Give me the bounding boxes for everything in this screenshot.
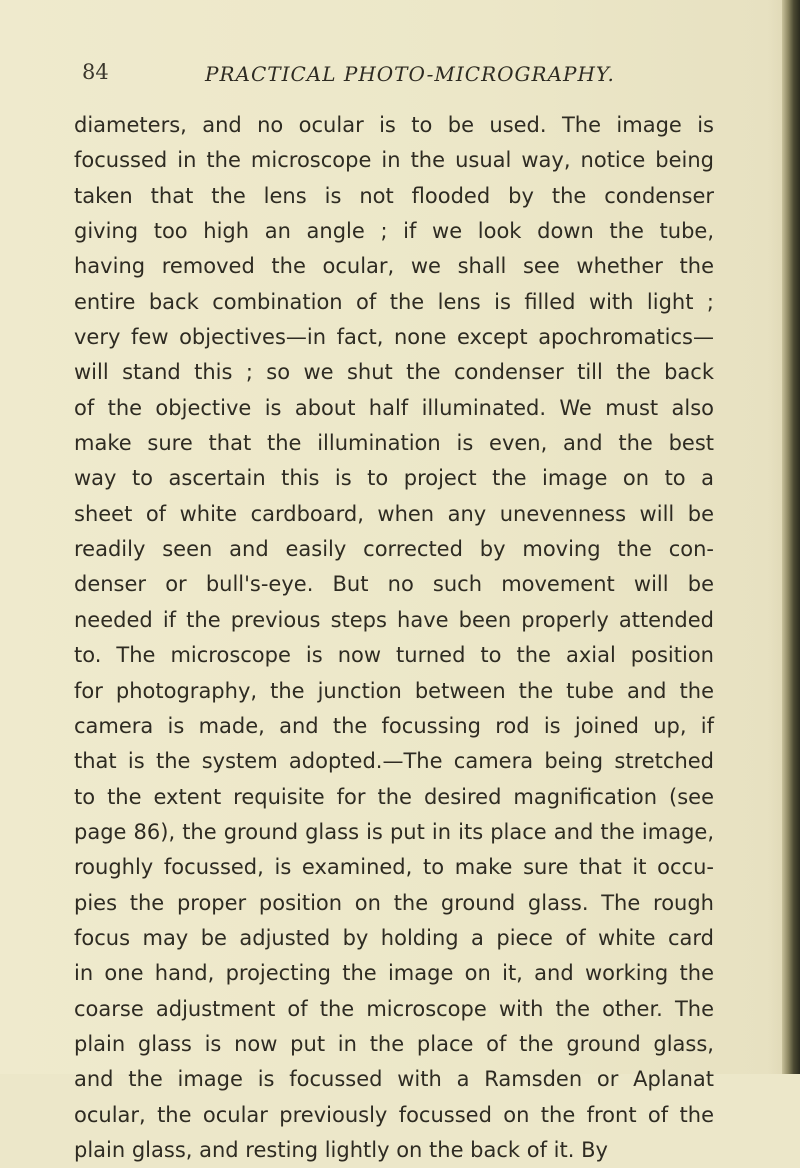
page-number: 84 — [82, 60, 109, 84]
text-line: diameters, and no ocular is to be used. The image is — [74, 113, 714, 137]
text-line: of the objective is about half illuminated. We must also — [74, 395, 714, 420]
text-line: roughly focussed, is examined, to make sure that it occu- — [74, 855, 714, 880]
text-line: focussed in the microscope in the usual way, notice being — [74, 148, 714, 173]
text-line: and the image is focussed with a Ramsden or Aplanat — [74, 1067, 714, 1092]
body-text — [74, 108, 714, 1168]
page-header — [0, 52, 780, 92]
text-line: very few objectives—in fact, none except apochromatics— — [74, 325, 714, 350]
text-line: ocular, the ocular previously focussed on the front of the — [74, 1102, 714, 1127]
text-line: taken that the lens is not flooded by the condenser — [74, 183, 714, 208]
text-line: focus may be adjusted by holding a piece of white card — [74, 925, 714, 950]
text-line: pies the proper position on the ground glass. The rough — [74, 890, 714, 915]
text-line: in one hand, projecting the image on it, and working the — [74, 961, 714, 986]
text-line: make sure that the illumination is even, and the best — [74, 431, 714, 456]
text-line: will stand this ; so we shut the condenser till the back — [74, 360, 714, 385]
text-line: to. The microscope is now turned to the axial position — [74, 643, 714, 668]
text-line: that is the system adopted.—The camera being stretched — [74, 749, 714, 774]
text-line: denser or bull's-eye. But no such movement will be — [74, 572, 714, 597]
text-line: readily seen and easily corrected by moving the con- — [74, 537, 714, 562]
text-line: page 86), the ground glass is put in its place and the image, — [74, 819, 714, 844]
text-line: coarse adjustment of the microscope with the other. The — [74, 996, 714, 1021]
text-line: plain glass, and resting lightly on the back of it. By — [74, 1137, 608, 1162]
running-head: PRACTICAL PHOTO-MICROGRAPHY. — [205, 62, 615, 86]
text-line: way to ascertain this is to project the image on to a — [74, 466, 714, 491]
text-line: giving too high an angle ; if we look down the tube, — [74, 219, 714, 244]
page-binding-edge — [782, 0, 800, 1074]
text-line: to the extent requisite for the desired magnification (see — [74, 784, 714, 809]
text-line: camera is made, and the focussing rod is joined up, if — [74, 713, 714, 738]
text-line: entire back combination of the lens is filled with light ; — [74, 289, 714, 314]
text-line: having removed the ocular, we shall see whether the — [74, 254, 714, 279]
text-line: sheet of white cardboard, when any unevenness will be — [74, 501, 714, 526]
text-line: plain glass is now put in the place of the ground glass, — [74, 1031, 714, 1056]
text-line: needed if the previous steps have been properly attended — [74, 607, 714, 632]
text-line: for photography, the junction between the tube and the — [74, 678, 714, 703]
